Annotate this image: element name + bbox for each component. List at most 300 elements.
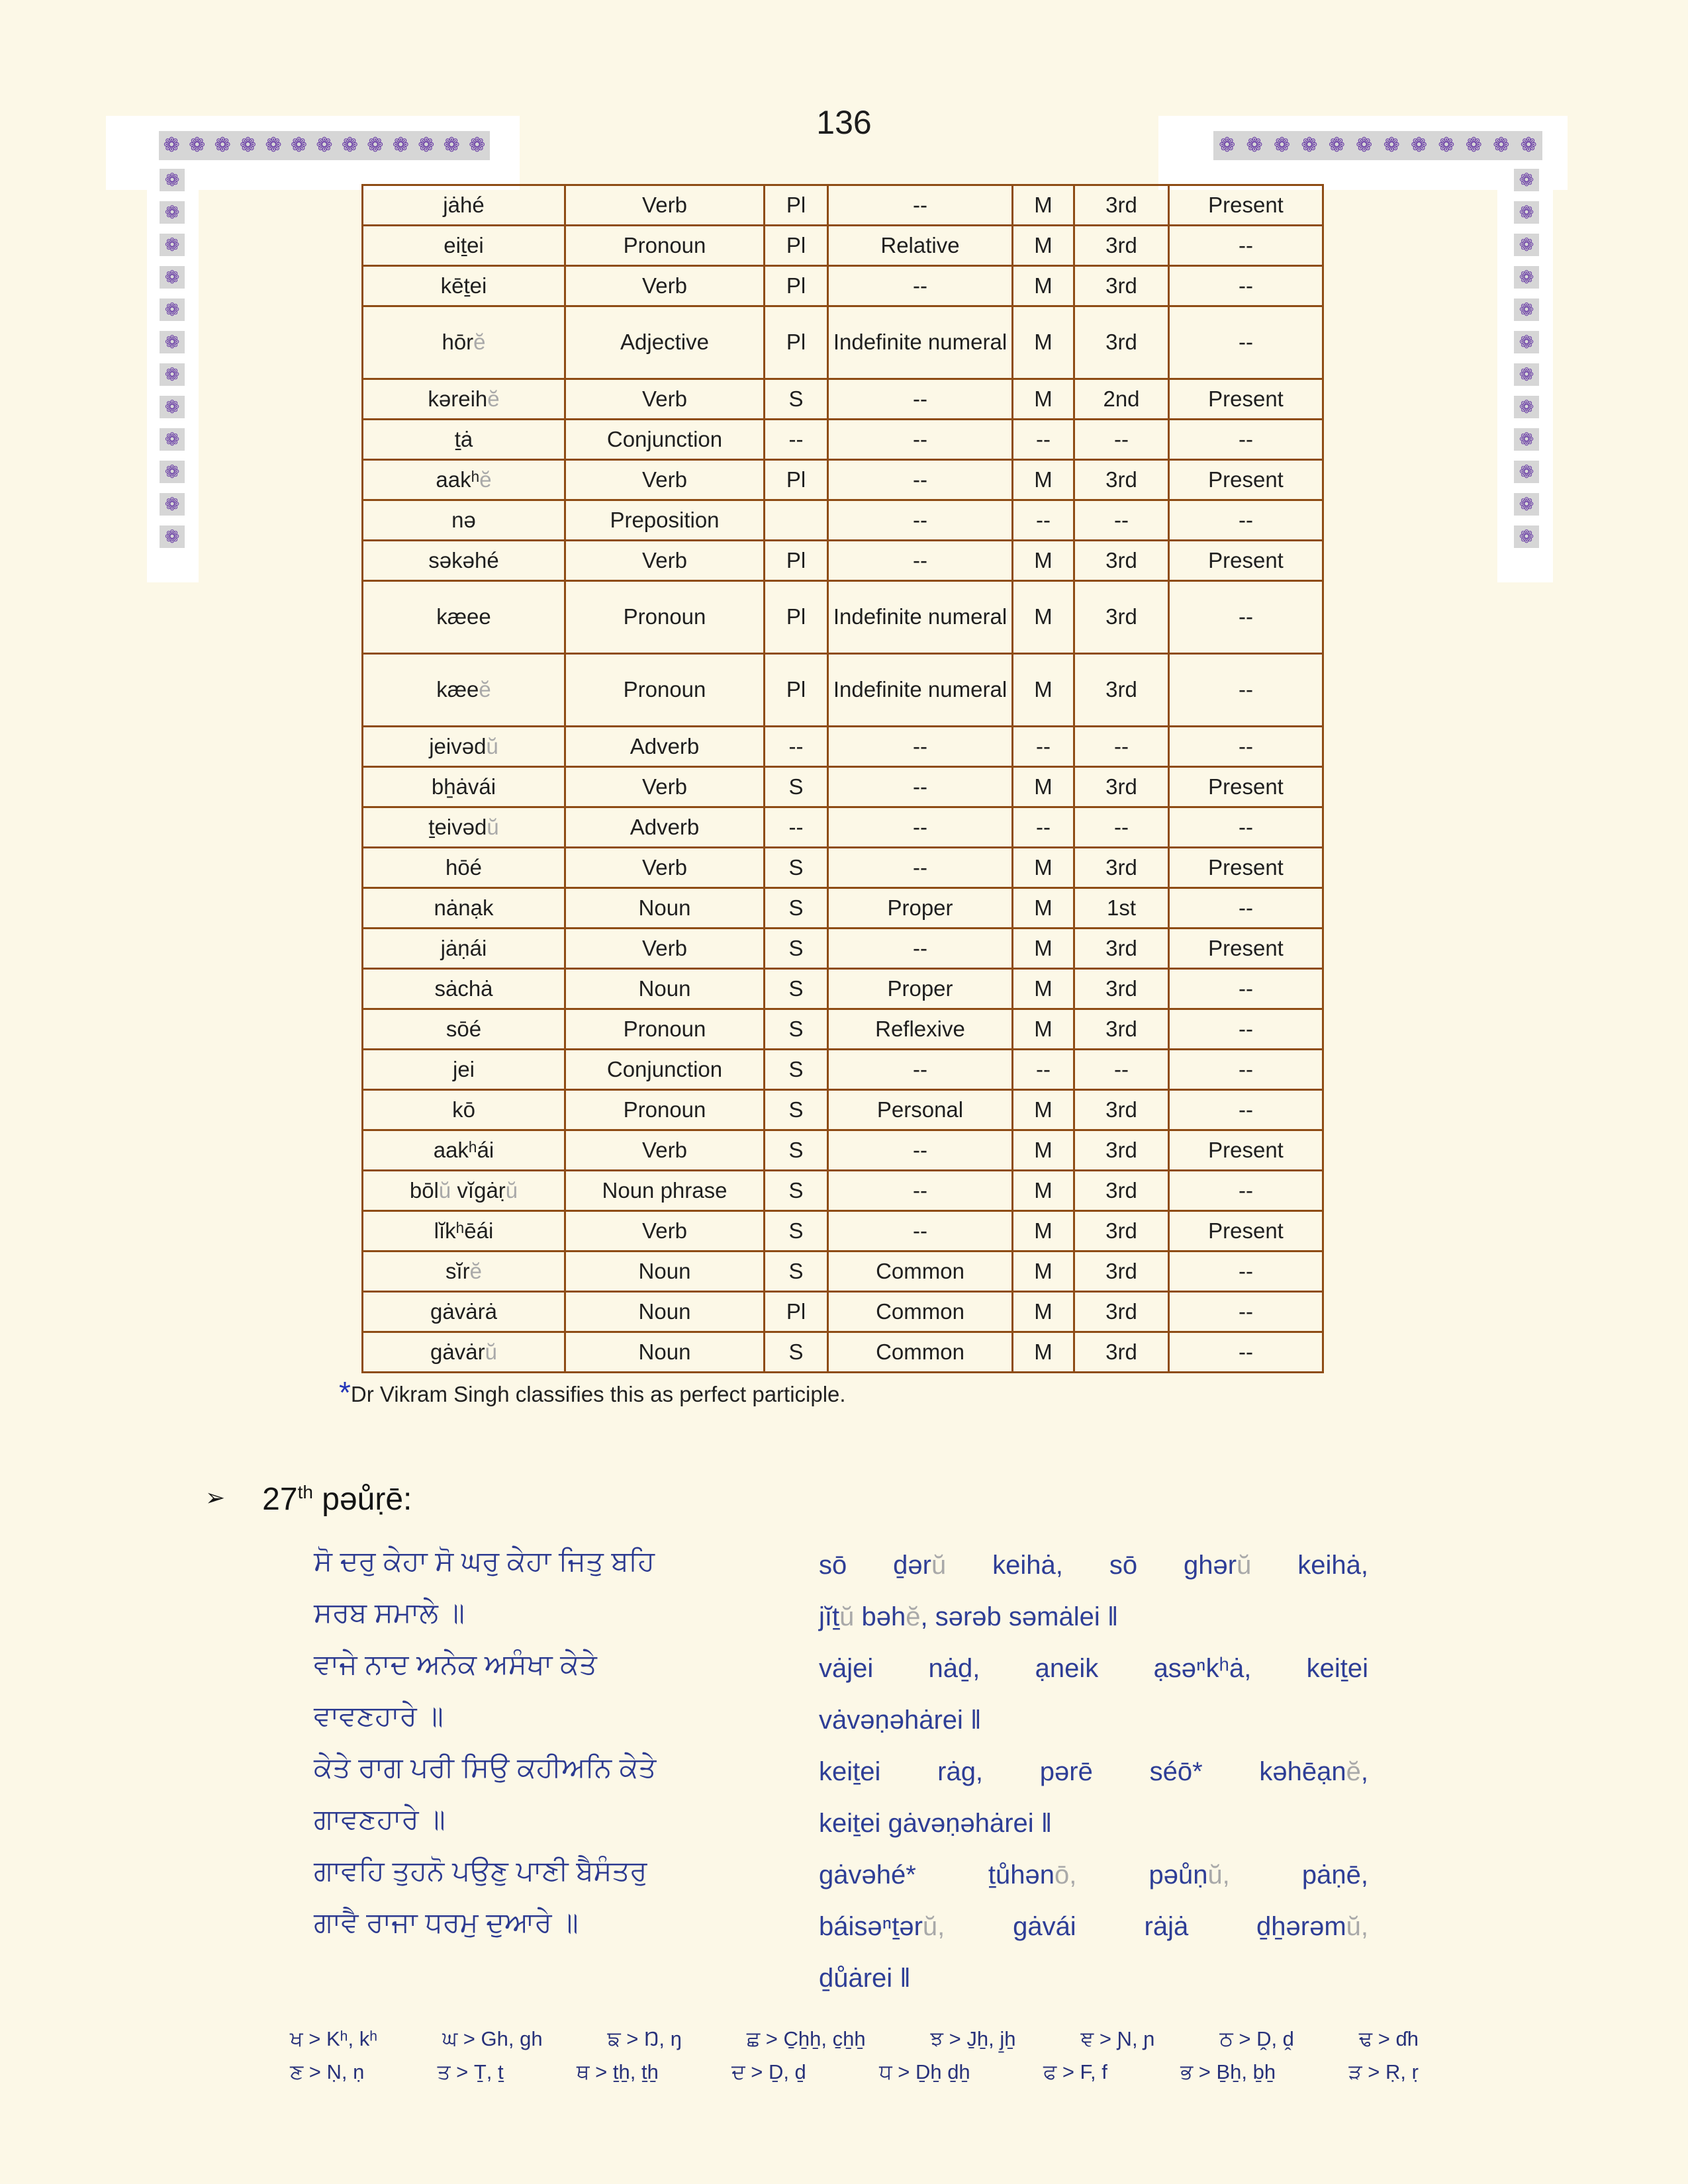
transliteration-verse-line [819,1849,1368,1901]
text-segment: ŭ [485,1339,497,1364]
arrow-bullet-icon: ➢ [205,1484,226,1511]
legend-item: ਥ > ṯẖ, ṯẖ [576,2060,659,2083]
gen-cell: M [1013,929,1074,969]
gen-cell: -- [1013,420,1074,460]
per-cell: 3rd [1074,306,1169,379]
gurmukhi-verse-column [314,1535,684,1948]
transliteration-verse-line [819,1746,1368,1797]
gurmukhi-verse-line: ਵਾਵਣਹਾਰੇ ॥ [314,1700,444,1731]
typ-cell: -- [828,379,1013,420]
per-cell: 3rd [1074,460,1169,500]
gen-cell: M [1013,460,1074,500]
typ-cell: -- [828,266,1013,306]
flower-ornament-icon: ❁ [1514,201,1539,224]
typ-cell: -- [828,1211,1013,1251]
ten-cell: -- [1169,1090,1323,1130]
per-cell: 2nd [1074,379,1169,420]
typ-cell: -- [828,500,1013,541]
flower-ornament-icon: ❁ [1514,266,1539,289]
pos-cell: Pronoun [565,654,765,727]
word-cell [363,379,565,420]
text-segment: keiṯei rȧg, pərē séō* kəhēạn [819,1757,1346,1786]
pos-cell: Noun [565,1251,765,1292]
text-segment: nə [451,507,476,532]
num-cell: Pl [765,460,828,500]
word-cell [363,500,565,541]
text-segment: sō ḏər [819,1551,931,1580]
pos-cell: Verb [565,1211,765,1251]
per-cell: 3rd [1074,929,1169,969]
ten-cell: Present [1169,460,1323,500]
num-cell: S [765,1009,828,1050]
text-segment: kəreih [428,386,488,411]
flower-ornament-icon: ❁ [160,396,185,418]
text-segment: ḏůȧrei ‖ [819,1964,911,1993]
flower-ornament-icon: ❁ [1356,134,1373,156]
typ-cell: -- [828,541,1013,581]
flower-ornament-icon: ❁ [1273,134,1291,156]
text-segment: jeivəd [429,733,487,758]
num-cell: S [765,767,828,807]
text-segment: ĕ [469,1258,483,1283]
right-flower-border-icon [1512,169,1541,548]
heading-ordinal-suffix: th [297,1482,313,1502]
word-cell [363,727,565,767]
word-cell [363,460,565,500]
pos-cell: Verb [565,767,765,807]
table-row [363,1050,1323,1090]
word-cell [363,1251,565,1292]
per-cell: 3rd [1074,1292,1169,1332]
flower-ornament-icon: ❁ [160,201,185,224]
word-cell [363,1292,565,1332]
text-segment: ĕ [906,1602,921,1631]
legend-item: ਤ > Ṯ, ṯ [437,2060,504,2083]
page-number: 136 [816,104,872,141]
ten-cell: -- [1169,1332,1323,1373]
legend-item: ਭ > Ḇẖ, ḇẖ [1180,2060,1276,2083]
flower-ornament-icon: ❁ [160,234,185,256]
gen-cell: -- [1013,500,1074,541]
transliteration-verse-column [819,1539,1368,2004]
flower-ornament-icon: ❁ [418,134,435,156]
typ-cell: -- [828,1050,1013,1090]
ten-cell: Present [1169,929,1323,969]
typ-cell: Common [828,1292,1013,1332]
ten-cell: -- [1169,266,1323,306]
footnote-text: Dr Vikram Singh classifies this as perfect participle. [350,1382,846,1406]
typ-cell: Personal [828,1090,1013,1130]
per-cell: -- [1074,807,1169,848]
text-segment: vȧvəṇəhȧrei ‖ [819,1706,982,1735]
gen-cell: M [1013,1171,1074,1211]
num-cell: Pl [765,541,828,581]
pos-cell: Verb [565,185,765,226]
text-segment: ŭ [486,733,498,758]
flower-ornament-icon: ❁ [1520,134,1537,156]
gen-cell: -- [1013,1050,1074,1090]
transliteration-verse-line [819,1797,1368,1849]
legend-row-1 [290,2027,1419,2052]
gen-cell: M [1013,1292,1074,1332]
flower-ornament-icon: ❁ [341,134,358,156]
flower-ornament-icon: ❁ [160,363,185,386]
num-cell: Pl [765,581,828,654]
word-cell [363,1090,565,1130]
word-cell [363,581,565,654]
transliteration-verse-line [819,1591,1368,1643]
flower-ornament-icon: ❁ [160,169,185,191]
num-cell: S [765,1171,828,1211]
num-cell: Pl [765,306,828,379]
text-segment: ĕ [1346,1757,1361,1786]
text-segment: gȧvȧr [430,1339,485,1364]
transliteration-verse-line [819,1694,1368,1746]
per-cell: 3rd [1074,848,1169,888]
word-cell [363,807,565,848]
table-row [363,1130,1323,1171]
gen-cell: M [1013,1211,1074,1251]
word-cell [363,654,565,727]
flower-ornament-icon: ❁ [265,134,282,156]
legend-item: ਠ > Ḓ, ḓ [1219,2027,1294,2050]
flower-ornament-icon: ❁ [1514,428,1539,451]
per-cell: 1st [1074,888,1169,929]
pos-cell: Pronoun [565,226,765,266]
text-segment: bəh [854,1602,906,1631]
ten-cell: -- [1169,727,1323,767]
flower-ornament-icon: ❁ [160,461,185,483]
word-cell [363,848,565,888]
legend-item: ਣ > Ṇ, ṇ [290,2060,365,2083]
per-cell: 3rd [1074,1211,1169,1251]
flower-ornament-icon: ❁ [1514,234,1539,256]
pos-cell: Verb [565,848,765,888]
text-segment: pəůṇ [1076,1860,1208,1889]
table-row [363,727,1323,767]
table-row [363,1251,1323,1292]
table-row [363,541,1323,581]
num-cell: -- [765,807,828,848]
table-row [363,929,1323,969]
table-row [363,654,1323,727]
pos-cell: Pronoun [565,581,765,654]
gen-cell: -- [1013,807,1074,848]
flower-ornament-icon: ❁ [1410,134,1428,156]
pos-cell: Pronoun [565,1009,765,1050]
word-cell [363,266,565,306]
per-cell: 3rd [1074,1009,1169,1050]
ten-cell: -- [1169,654,1323,727]
pos-cell: Noun phrase [565,1171,765,1211]
text-segment: kæe [436,677,479,702]
per-cell: 3rd [1074,1090,1169,1130]
flower-ornament-icon: ❁ [1514,525,1539,548]
pos-cell: Noun [565,1332,765,1373]
gen-cell: M [1013,888,1074,929]
pos-cell: Noun [565,1292,765,1332]
table-row [363,266,1323,306]
flower-ornament-icon: ❁ [1514,331,1539,353]
text-segment: ŭ [505,1177,518,1203]
table-row [363,1332,1323,1373]
legend-item: ਫ > F, f [1043,2060,1107,2083]
flower-ornament-icon: ❁ [160,428,185,451]
text-segment: sōé [445,1016,482,1041]
flower-ornament-icon: ❁ [1301,134,1318,156]
legend-item: ਖ > Kʰ, kʰ [290,2027,378,2050]
flower-ornament-icon: ❁ [1383,134,1400,156]
per-cell: 3rd [1074,185,1169,226]
typ-cell: Common [828,1332,1013,1373]
text-segment: eiṯei [444,232,484,257]
num-cell: Pl [765,654,828,727]
ten-cell: -- [1169,500,1323,541]
per-cell: 3rd [1074,1171,1169,1211]
text-segment: ŭ, [1346,1912,1368,1941]
pos-cell: Verb [565,266,765,306]
flower-ornament-icon: ❁ [392,134,409,156]
flower-ornament-icon: ❁ [443,134,460,156]
word-cell [363,888,565,929]
text-segment: ĕ [487,386,500,411]
text-segment: jȧhé [443,192,485,217]
table-row [363,1009,1323,1050]
per-cell: 3rd [1074,1130,1169,1171]
flower-ornament-icon: ❁ [160,493,185,516]
ten-cell: Present [1169,379,1323,420]
num-cell: S [765,379,828,420]
flower-ornament-icon: ❁ [1465,134,1482,156]
pos-cell: Verb [565,541,765,581]
gen-cell: M [1013,306,1074,379]
flower-ornament-icon: ❁ [163,134,180,156]
table-row [363,807,1323,848]
gurmukhi-verse-line: ਕੇਤੇ ਰਾਗ ਪਰੀ ਸਿਉ ਕਹੀਅਨਿ ਕੇਤੇ [314,1752,657,1783]
num-cell: S [765,1050,828,1090]
word-cell [363,969,565,1009]
num-cell: -- [765,727,828,767]
gen-cell: M [1013,1130,1074,1171]
transliteration-verse-line [819,1952,1368,2004]
word-cell [363,185,565,226]
typ-cell: -- [828,185,1013,226]
word-cell [363,1171,565,1211]
pos-cell: Conjunction [565,420,765,460]
text-segment: gȧvəhé* ṯůhən [819,1860,1055,1889]
text-segment: lĭkʰēái [434,1218,494,1243]
legend-item: ਦ > Ḏ, ḏ [731,2060,806,2083]
ten-cell: Present [1169,1211,1323,1251]
transliteration-verse-line [819,1901,1368,1952]
text-segment: ŭ [487,814,499,839]
word-cell [363,1050,565,1090]
text-segment: hōr [442,330,474,355]
text-segment: nȧnạk [434,895,494,920]
word-cell [363,1211,565,1251]
text-segment: jĭṯ [819,1602,840,1631]
num-cell: S [765,1211,828,1251]
per-cell: 3rd [1074,969,1169,1009]
word-cell [363,226,565,266]
ten-cell: -- [1169,1050,1323,1090]
word-cell [363,1130,565,1171]
per-cell: -- [1074,1050,1169,1090]
word-cell [363,1332,565,1373]
table-row [363,581,1323,654]
per-cell: 3rd [1074,1332,1169,1373]
typ-cell: Proper [828,888,1013,929]
text-segment: ṯeivəd [428,814,487,839]
table-row [363,969,1323,1009]
ten-cell: -- [1169,888,1323,929]
pos-cell: Noun [565,969,765,1009]
flower-ornament-icon: ❁ [1219,134,1236,156]
num-cell: S [765,1251,828,1292]
table-row [363,420,1323,460]
table-row [363,460,1323,500]
typ-cell: -- [828,1171,1013,1211]
flower-ornament-icon: ❁ [1514,493,1539,516]
text-segment: ĕ [473,330,486,355]
text-segment: vȧjei nȧḏ, ạneik ạsəⁿkʰȧ, keiṯei [819,1654,1368,1683]
text-segment: bẖȧvái [431,774,496,799]
transliteration-verse-line [819,1539,1368,1591]
flower-ornament-icon: ❁ [1328,134,1345,156]
legend-item: ਧ > Ḏẖ ḏẖ [879,2060,970,2083]
num-cell: Pl [765,1292,828,1332]
text-segment: ŭ [839,1602,855,1631]
gen-cell: M [1013,767,1074,807]
typ-cell: -- [828,767,1013,807]
ten-cell: Present [1169,185,1323,226]
gen-cell: M [1013,969,1074,1009]
num-cell [765,500,828,541]
legend-item: ਝ > J̱ẖ, j̱ẖ [930,2027,1016,2050]
footnote-asterisk: * [339,1375,351,1410]
pos-cell: Verb [565,460,765,500]
text-segment: ō, [1055,1860,1077,1889]
per-cell: 3rd [1074,581,1169,654]
text-segment: jei [452,1056,475,1081]
text-segment: ŭ [438,1177,451,1203]
per-cell: 3rd [1074,541,1169,581]
typ-cell: Reflexive [828,1009,1013,1050]
text-segment: kēṯei [440,273,487,298]
pos-cell: Noun [565,888,765,929]
flower-ornament-icon: ❁ [160,298,185,321]
text-segment: ĕ [479,677,491,702]
ten-cell: -- [1169,1251,1323,1292]
ten-cell: Present [1169,541,1323,581]
table-row [363,185,1323,226]
text-segment: sĭr [445,1258,470,1283]
flower-ornament-icon: ❁ [1514,298,1539,321]
text-segment: pȧṇē, [1229,1860,1368,1889]
num-cell: S [765,888,828,929]
flower-ornament-icon: ❁ [1246,134,1263,156]
word-cell [363,929,565,969]
heading-number: 27 [262,1482,298,1517]
ten-cell: -- [1169,420,1323,460]
flower-ornament-icon: ❁ [160,266,185,289]
flower-ornament-icon: ❁ [290,134,308,156]
num-cell: S [765,848,828,888]
ten-cell: -- [1169,306,1323,379]
table-row [363,1171,1323,1211]
gen-cell: M [1013,541,1074,581]
flower-ornament-icon: ❁ [214,134,231,156]
gen-cell: M [1013,581,1074,654]
gen-cell: -- [1013,727,1074,767]
text-segment: báisəⁿṯər [819,1912,923,1941]
table-row [363,226,1323,266]
ten-cell: Present [1169,848,1323,888]
table-row [363,379,1323,420]
per-cell: 3rd [1074,226,1169,266]
typ-cell: -- [828,460,1013,500]
per-cell: -- [1074,500,1169,541]
flower-ornament-icon: ❁ [1514,169,1539,191]
table-row [363,767,1323,807]
section-heading [205,1481,412,1518]
text-segment: kō [452,1097,475,1122]
word-cell [363,767,565,807]
flower-ornament-icon: ❁ [160,331,185,353]
table-row [363,848,1323,888]
typ-cell: -- [828,848,1013,888]
text-segment: hōé [445,854,483,880]
pos-cell: Preposition [565,500,765,541]
gen-cell: M [1013,1332,1074,1373]
flower-ornament-icon: ❁ [189,134,206,156]
ten-cell: -- [1169,969,1323,1009]
text-segment: keihȧ, sō ghər [946,1551,1237,1580]
text-segment: aakʰái [433,1137,494,1162]
text-segment: ṯȧ [454,426,473,451]
text-segment: vĭgȧṛ [451,1177,506,1203]
gen-cell: M [1013,226,1074,266]
gen-cell: M [1013,654,1074,727]
ten-cell: -- [1169,1292,1323,1332]
num-cell: Pl [765,226,828,266]
text-segment: səkəhé [428,547,499,572]
flower-ornament-icon: ❁ [1514,461,1539,483]
typ-cell: Indefinite numeral [828,306,1013,379]
per-cell: 3rd [1074,266,1169,306]
footnote [339,1375,846,1410]
num-cell: Pl [765,266,828,306]
ten-cell: -- [1169,1009,1323,1050]
gen-cell: M [1013,1251,1074,1292]
word-cell [363,1009,565,1050]
word-cell [363,541,565,581]
ten-cell: Present [1169,1130,1323,1171]
ten-cell: -- [1169,1171,1323,1211]
per-cell: 3rd [1074,654,1169,727]
transliteration-legend [290,2027,1419,2085]
word-cell [363,306,565,379]
text-segment: sȧchȧ [434,976,493,1001]
text-segment: ĕ [479,467,492,492]
num-cell: S [765,969,828,1009]
flower-ornament-icon: ❁ [367,134,384,156]
text-segment: ŭ, [922,1912,945,1941]
legend-item: ੜ > Ṛ, ṛ [1348,2060,1419,2083]
typ-cell: -- [828,1130,1013,1171]
pos-cell: Verb [565,929,765,969]
typ-cell: -- [828,929,1013,969]
